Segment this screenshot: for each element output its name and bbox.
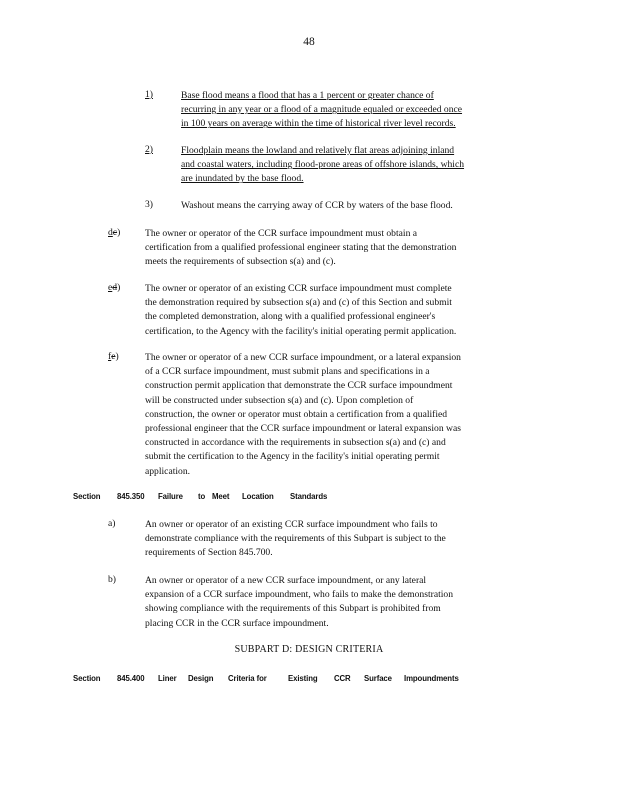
definition-washout xyxy=(181,199,531,213)
paragraph-line: An owner or operator of a new CCR surface impoundment, or any lateral xyxy=(145,575,427,586)
definition-floodplain xyxy=(181,144,533,187)
letter-close: ) xyxy=(115,351,119,362)
section-title-word: Liner xyxy=(158,674,177,683)
paragraph-line: the completed demonstration, along with a qualified professional engineer's xyxy=(145,311,436,323)
definition-number: 2) xyxy=(145,144,153,155)
inserted-letter: d xyxy=(108,227,113,238)
section-845-350-heading xyxy=(0,492,618,504)
subsection-f-text xyxy=(145,351,541,479)
page-number: 48 xyxy=(303,36,315,48)
definition-number: 3) xyxy=(145,199,153,210)
section-title-word: Standards xyxy=(290,492,328,501)
paragraph-line: placing CCR in the CCR surface impoundment. xyxy=(145,617,329,629)
section-label: Section xyxy=(73,674,101,683)
section-title-word: Criteria for xyxy=(228,674,267,683)
subpart-heading: SUBPART D: DESIGN CRITERIA xyxy=(234,644,384,655)
deleted-letter: d xyxy=(112,282,118,293)
section-title-word: Meet xyxy=(212,492,230,501)
definition-line: Washout means the carrying away of CCR by waters of the base flood. xyxy=(181,200,453,211)
definition-line: are inundated by the base flood. xyxy=(181,173,304,185)
item-letter: b) xyxy=(108,574,116,585)
subsection-e-text xyxy=(145,282,537,339)
subsection-letter-e xyxy=(108,282,120,293)
subsection-d-text xyxy=(145,227,535,270)
definition-line: recurring in any year or a flood of a magnitude equaled or exceeded once xyxy=(181,104,463,116)
section-350-item-b xyxy=(145,574,517,631)
definition-line: Floodplain means the lowland and relatively flat areas adjoining inland xyxy=(181,145,455,156)
paragraph-line: certification, to the Agency with the facility's initial operating permit application. xyxy=(145,325,457,337)
paragraph-line: of a CCR surface impoundment, must submit plans and specifications in a xyxy=(145,366,430,378)
paragraph-line: The owner or operator of an existing CCR surface impoundment must complete xyxy=(145,283,452,294)
inserted-letter: f xyxy=(108,351,112,362)
section-845-400-heading xyxy=(0,674,618,686)
inserted-letter: e xyxy=(108,282,113,293)
letter-close: ) xyxy=(117,227,121,238)
paragraph-line: the demonstration required by subsection s(a) and (c) of this Section and submit xyxy=(145,297,452,309)
paragraph-line: application. xyxy=(145,465,191,477)
definition-line: in 100 years on average within the time of historical river level records. xyxy=(181,118,456,130)
letter-close: ) xyxy=(117,282,121,293)
section-title-word: Location xyxy=(242,492,274,501)
paragraph-line: construction permit application that demonstrate the CCR surface impoundment xyxy=(145,380,453,392)
paragraph-line: professional engineer that the CCR surface impoundment or lateral expansion was xyxy=(145,423,461,435)
paragraph-line: expansion of a CCR surface impoundment, who fails to make the demonstration xyxy=(145,589,454,601)
paragraph-line: meets the requirements of subsection s(a) and (c). xyxy=(145,256,336,268)
paragraph-line: construction, the owner or operator must obtain a certification from a qualified xyxy=(145,408,448,420)
definition-line: Base flood means a flood that has a 1 percent or greater chance of xyxy=(181,90,434,101)
paragraph-line: constructed in accordance with the requirements in subsection s(a) and (c) and xyxy=(145,437,446,449)
section-label: Section xyxy=(73,492,101,501)
paragraph-line: requirements of Section 845.700. xyxy=(145,547,273,559)
definition-base-flood xyxy=(181,89,531,132)
section-title-word: to xyxy=(198,492,206,501)
paragraph-line: demonstrate compliance with the requirements of this Subpart is subject to the xyxy=(145,533,446,545)
section-number: 845.350 xyxy=(117,492,145,501)
section-title-word: Failure xyxy=(158,492,183,501)
section-title-word: Existing xyxy=(288,674,318,683)
section-title-word: CCR xyxy=(334,674,351,683)
deleted-letter: c xyxy=(112,227,118,238)
paragraph-line: showing compliance with the requirements of this Subpart is prohibited from xyxy=(145,603,441,615)
definition-number: 1) xyxy=(145,89,153,100)
section-350-item-a xyxy=(145,518,517,561)
paragraph-line: The owner or operator of the CCR surface impoundment must obtain a xyxy=(145,228,418,239)
section-title-word: Surface xyxy=(364,674,392,683)
section-title-word: Design xyxy=(188,674,214,683)
paragraph-line: certification from a qualified professional engineer stating that the demonstration xyxy=(145,242,457,254)
paragraph-line: An owner or operator of an existing CCR surface impoundment who fails to xyxy=(145,519,438,530)
deleted-letter: e xyxy=(111,351,116,362)
paragraph-line: submit the certification to the Agency in the facility's initial operating permit xyxy=(145,451,440,463)
section-title-word: Impoundments xyxy=(404,674,459,683)
paragraph-line: The owner or operator of a new CCR surface impoundment, or a lateral expansion xyxy=(145,352,461,363)
item-letter: a) xyxy=(108,518,116,529)
paragraph-line: will be constructed under subsection s(a) and (c). Upon completion of xyxy=(145,394,414,406)
subsection-letter-f xyxy=(108,351,119,362)
definition-line: and coastal waters, including flood-prone areas of offshore islands, which xyxy=(181,159,465,171)
section-number: 845.400 xyxy=(117,674,145,683)
subsection-letter-d xyxy=(108,227,120,238)
